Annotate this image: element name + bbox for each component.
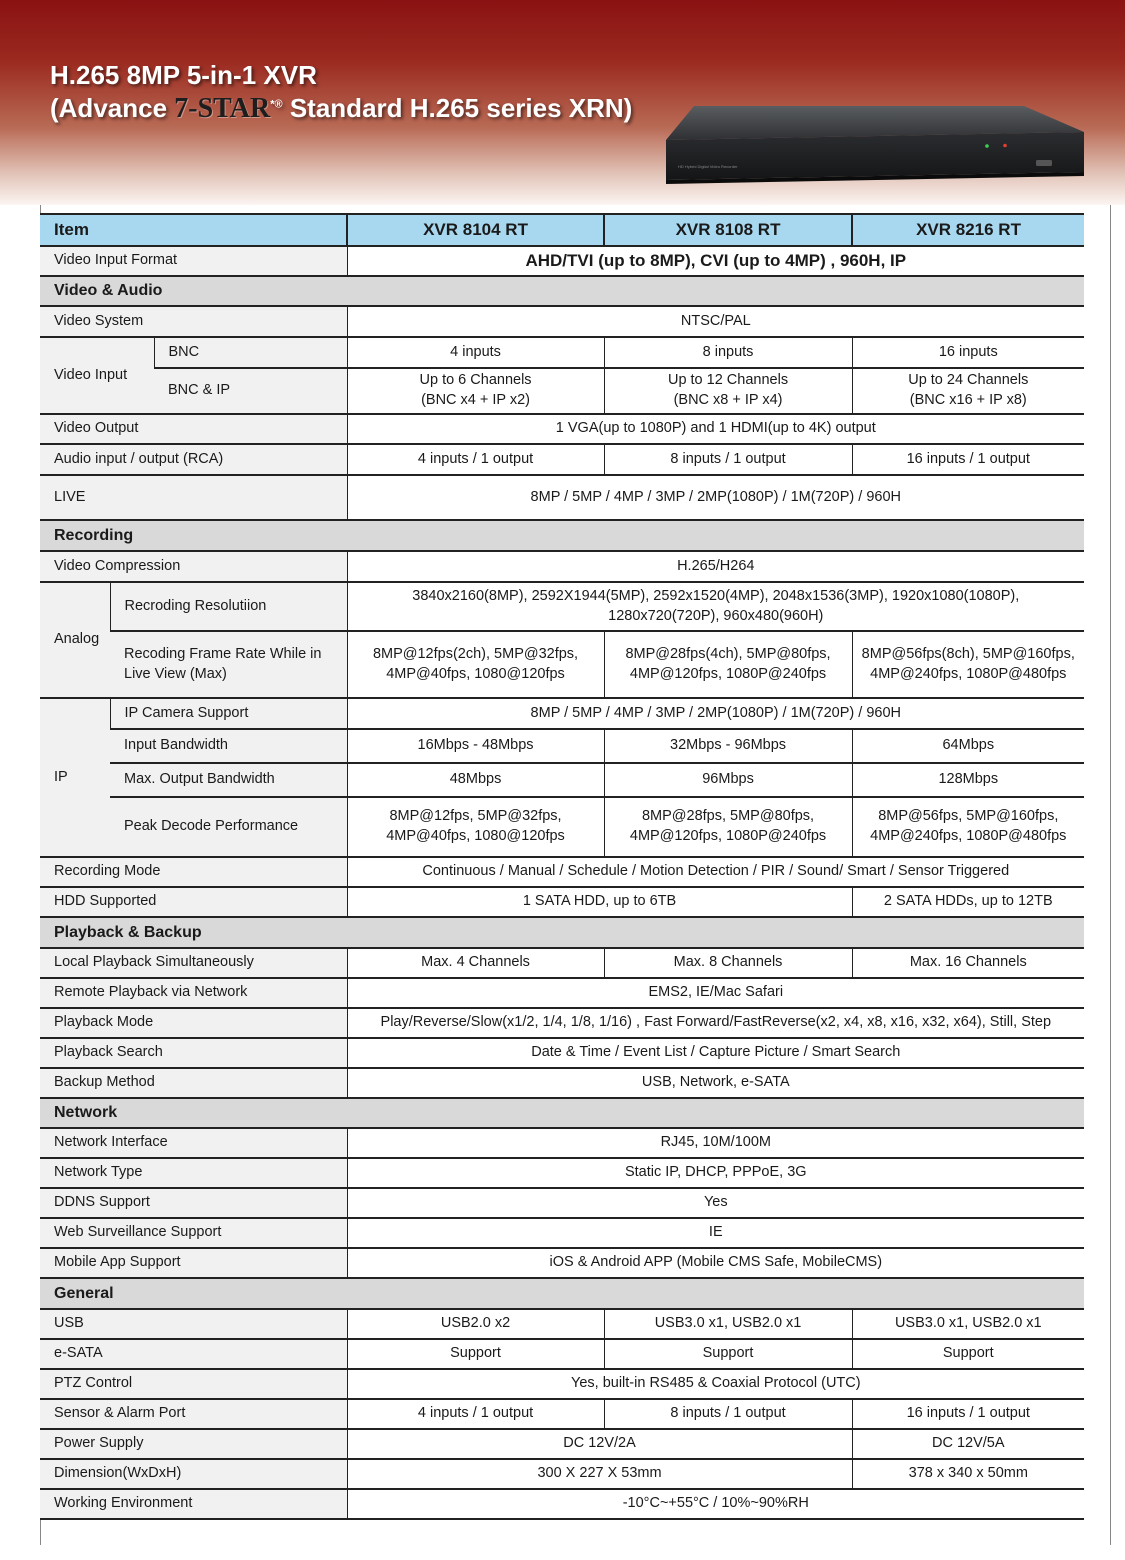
row-value: 16Mbps - 48Mbps <box>347 729 604 763</box>
header-item: Item <box>40 214 347 246</box>
table-row <box>40 582 1084 631</box>
row-label: Playback Mode <box>40 1008 347 1038</box>
row-label: Dimension(WxDxH) <box>40 1459 347 1489</box>
row-label: Video Compression <box>40 551 347 582</box>
header-xvr-8216: XVR 8216 RT <box>852 214 1084 246</box>
row-value: Max. 16 Channels <box>852 948 1084 978</box>
row-label: e-SATA <box>40 1339 347 1369</box>
row-sublabel: BNC & IP <box>154 368 347 414</box>
row-value: DC 12V/5A <box>852 1429 1084 1459</box>
row-sublabel: IP Camera Support <box>110 698 347 729</box>
row-value: 1 VGA(up to 1080P) and 1 HDMI(up to 4K) output <box>347 414 1084 444</box>
brand-trademark-marks: *® <box>270 98 283 111</box>
row-sublabel: Input Bandwidth <box>110 729 347 763</box>
table-row <box>40 797 1084 857</box>
table-row <box>40 1309 1084 1339</box>
header-xvr-8108: XVR 8108 RT <box>604 214 852 246</box>
section-title: General <box>40 1278 347 1309</box>
row-label: PTZ Control <box>40 1369 347 1399</box>
row-value: 8MP / 5MP / 4MP / 3MP / 2MP(1080P) / 1M(720P) / 960H <box>347 698 1084 729</box>
row-value: Support <box>852 1339 1084 1369</box>
power-led-icon <box>985 144 989 148</box>
row-value: EMS2, IE/Mac Safari <box>347 978 1084 1008</box>
table-row <box>40 1218 1084 1248</box>
table-row <box>40 444 1084 475</box>
table-row <box>40 414 1084 444</box>
row-value: USB3.0 x1, USB2.0 x1 <box>604 1309 852 1339</box>
row-value: 8MP@56fps, 5MP@160fps, 4MP@240fps, 1080P@480fps <box>852 797 1084 857</box>
table-row <box>40 1339 1084 1369</box>
row-value: H.265/H264 <box>347 551 1084 582</box>
row-value: Support <box>604 1339 852 1369</box>
table-row <box>40 1128 1084 1158</box>
row-value: NTSC/PAL <box>347 306 1084 337</box>
device-label: HD Hybrid Digital Video Recorder <box>678 164 738 169</box>
table-row <box>40 1158 1084 1188</box>
row-sublabel: Recoding Frame Rate While in Live View (Max) <box>110 631 347 698</box>
title-suffix: Standard H.265 series XRN) <box>289 93 633 123</box>
table-row <box>40 698 1084 729</box>
row-value: 8MP@28fps, 5MP@80fps, 4MP@120fps, 1080P@240fps <box>604 797 852 857</box>
section-row <box>40 276 1084 306</box>
row-value: Continuous / Manual / Schedule / Motion Detection / PIR / Sound/ Smart / Sensor Triggered <box>347 857 1084 887</box>
table-row <box>40 1429 1084 1459</box>
row-value: 4 inputs <box>347 337 604 368</box>
row-value: Max. 4 Channels <box>347 948 604 978</box>
row-label: Audio input / output (RCA) <box>40 444 347 475</box>
table-header-row <box>40 214 1084 246</box>
row-group-label: Video Input <box>40 337 154 414</box>
row-group-label: Analog <box>40 582 110 698</box>
row-value: Play/Reverse/Slow(x1/2, 1/4, 1/8, 1/16) , Fast Forward/FastReverse(x2, x4, x8, x16, x32, x64), Still, Step <box>347 1008 1084 1038</box>
row-value: 4 inputs / 1 output <box>347 444 604 475</box>
table-row <box>40 948 1084 978</box>
row-value: 128Mbps <box>852 763 1084 797</box>
row-label: Mobile App Support <box>40 1248 347 1278</box>
section-row <box>40 1278 1084 1309</box>
row-value: Yes, built-in RS485 & Coaxial Protocol (UTC) <box>347 1369 1084 1399</box>
row-value: DC 12V/2A <box>347 1429 852 1459</box>
row-label: DDNS Support <box>40 1188 347 1218</box>
table-row <box>40 1459 1084 1489</box>
row-value: USB2.0 x2 <box>347 1309 604 1339</box>
row-value: Up to 12 Channels (BNC x8 + IP x4) <box>604 368 852 414</box>
row-value: -10°C~+55°C / 10%~90%RH <box>347 1489 1084 1519</box>
row-group-label: IP <box>40 698 110 857</box>
row-sublabel: Max. Output Bandwidth <box>110 763 347 797</box>
section-row <box>40 1098 1084 1128</box>
row-label: HDD Supported <box>40 887 347 917</box>
row-value: iOS & Android APP (Mobile CMS Safe, MobileCMS) <box>347 1248 1084 1278</box>
row-value: 378 x 340 x 50mm <box>852 1459 1084 1489</box>
usb-port-icon <box>1036 160 1052 166</box>
hdd-led-icon <box>1003 144 1007 148</box>
row-label: Local Playback Simultaneously <box>40 948 347 978</box>
row-label: Backup Method <box>40 1068 347 1098</box>
row-value: Yes <box>347 1188 1084 1218</box>
table-row <box>40 337 1084 368</box>
table-row <box>40 631 1084 698</box>
row-label: Video Input Format <box>40 246 347 276</box>
row-value: Support <box>347 1339 604 1369</box>
row-value: 32Mbps - 96Mbps <box>604 729 852 763</box>
table-row <box>40 763 1084 797</box>
row-value: USB, Network, e-SATA <box>347 1068 1084 1098</box>
row-value: 8 inputs / 1 output <box>604 1399 852 1429</box>
spec-table <box>40 213 1084 1520</box>
row-label: Web Surveillance Support <box>40 1218 347 1248</box>
row-value: 16 inputs / 1 output <box>852 444 1084 475</box>
table-row <box>40 551 1084 582</box>
row-value: 8MP@28fps(4ch), 5MP@80fps, 4MP@120fps, 1080P@240fps <box>604 631 852 698</box>
row-value: 64Mbps <box>852 729 1084 763</box>
xvr-device-image <box>664 104 1086 186</box>
table-row <box>40 1489 1084 1519</box>
page-right-border <box>1110 205 1111 1545</box>
page-title-line-2 <box>50 93 632 125</box>
row-value: Date & Time / Event List / Capture Picture / Smart Search <box>347 1038 1084 1068</box>
table-row <box>40 978 1084 1008</box>
row-value: 1 SATA HDD, up to 6TB <box>347 887 852 917</box>
row-label: Remote Playback via Network <box>40 978 347 1008</box>
row-label: Working Environment <box>40 1489 347 1519</box>
row-value: 8MP@56fps(8ch), 5MP@160fps, 4MP@240fps, 1080P@480fps <box>852 631 1084 698</box>
row-value: Up to 6 Channels (BNC x4 + IP x2) <box>347 368 604 414</box>
section-title: Recording <box>40 520 347 551</box>
table-row <box>40 246 1084 276</box>
row-value: 2 SATA HDDs, up to 12TB <box>852 887 1084 917</box>
row-value: 8MP@12fps(2ch), 5MP@32fps, 4MP@40fps, 1080@120fps <box>347 631 604 698</box>
row-value: RJ45, 10M/100M <box>347 1128 1084 1158</box>
row-sublabel: BNC <box>154 337 347 368</box>
header-xvr-8104: XVR 8104 RT <box>347 214 604 246</box>
row-label: Video Output <box>40 414 347 444</box>
table-row <box>40 729 1084 763</box>
row-value: Max. 8 Channels <box>604 948 852 978</box>
table-row <box>40 1369 1084 1399</box>
row-value: Static IP, DHCP, PPPoE, 3G <box>347 1158 1084 1188</box>
row-label: Network Type <box>40 1158 347 1188</box>
page-title-line-1: H.265 8MP 5-in-1 XVR <box>50 60 317 90</box>
section-title: Network <box>40 1098 347 1128</box>
table-row <box>40 1399 1084 1429</box>
table-row <box>40 1248 1084 1278</box>
row-value: 300 X 227 X 53mm <box>347 1459 852 1489</box>
row-value: 4 inputs / 1 output <box>347 1399 604 1429</box>
row-sublabel: Peak Decode Performance <box>110 797 347 857</box>
section-row <box>40 520 1084 551</box>
row-label: Playback Search <box>40 1038 347 1068</box>
row-value: 8 inputs <box>604 337 852 368</box>
table-row <box>40 1068 1084 1098</box>
row-value: 3840x2160(8MP), 2592X1944(5MP), 2592x1520(4MP), 2048x1536(3MP), 1920x1080(1080P), 1280x720(720P), 960x480(960H) <box>347 582 1084 631</box>
row-value: Up to 24 Channels (BNC x16 + IP x8) <box>852 368 1084 414</box>
row-label: USB <box>40 1309 347 1339</box>
brand-7-star-logo: 7-STAR <box>174 93 271 124</box>
section-row <box>40 917 1084 948</box>
row-value: USB3.0 x1, USB2.0 x1 <box>852 1309 1084 1339</box>
row-label: Sensor & Alarm Port <box>40 1399 347 1429</box>
row-sublabel: Recroding Resolutiion <box>110 582 347 631</box>
table-row <box>40 1188 1084 1218</box>
row-value: 16 inputs / 1 output <box>852 1399 1084 1429</box>
row-label: Recording Mode <box>40 857 347 887</box>
table-row <box>40 1038 1084 1068</box>
row-label: Power Supply <box>40 1429 347 1459</box>
row-value: 16 inputs <box>852 337 1084 368</box>
row-label: Network Interface <box>40 1128 347 1158</box>
row-value: AHD/TVI (up to 8MP), CVI (up to 4MP) , 960H, IP <box>347 246 1084 276</box>
row-value: 96Mbps <box>604 763 852 797</box>
row-value: 8 inputs / 1 output <box>604 444 852 475</box>
section-title: Playback & Backup <box>40 917 347 948</box>
table-row <box>40 857 1084 887</box>
row-value: 8MP / 5MP / 4MP / 3MP / 2MP(1080P) / 1M(720P) / 960H <box>347 475 1084 520</box>
title-prefix: (Advance <box>50 93 168 123</box>
page-header <box>0 0 1125 205</box>
table-row <box>40 1008 1084 1038</box>
table-row <box>40 306 1084 337</box>
row-value: 8MP@12fps, 5MP@32fps, 4MP@40fps, 1080@120fps <box>347 797 604 857</box>
table-row <box>40 887 1084 917</box>
table-row <box>40 368 1084 414</box>
row-value: 48Mbps <box>347 763 604 797</box>
row-value: IE <box>347 1218 1084 1248</box>
table-row <box>40 475 1084 520</box>
section-title: Video & Audio <box>40 276 347 306</box>
row-label: Video System <box>40 306 347 337</box>
row-label: LIVE <box>40 475 347 520</box>
